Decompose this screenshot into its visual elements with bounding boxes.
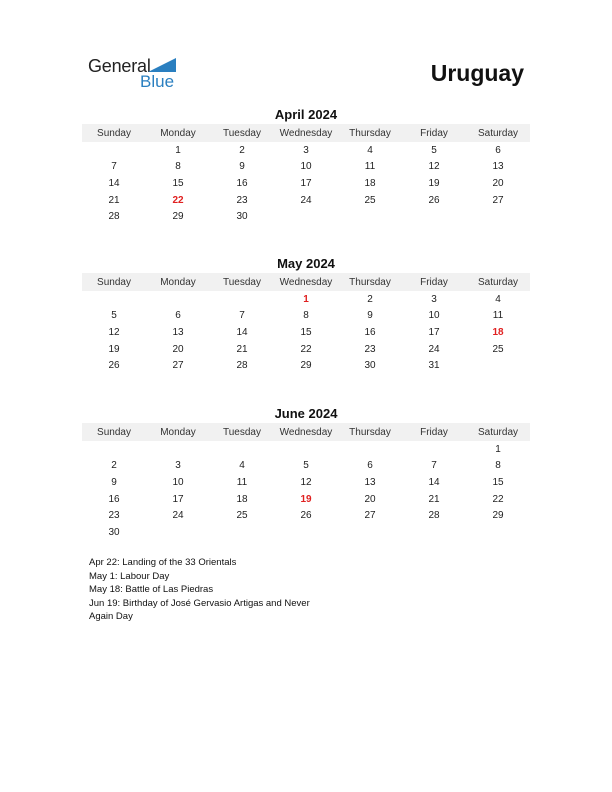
day-cell: 30	[364, 360, 376, 372]
holiday-note: May 18: Battle of Las Piedras	[89, 584, 214, 595]
week-row	[82, 474, 530, 491]
day-cell: 13	[364, 476, 376, 488]
week-row	[82, 441, 530, 458]
week-row	[82, 159, 530, 176]
weekday-label: Wednesday	[279, 127, 333, 139]
day-cell: 22	[492, 493, 504, 505]
day-cell: 10	[428, 310, 440, 322]
day-cell: 9	[111, 476, 117, 488]
weekday-label: Sunday	[97, 276, 131, 288]
month-title: April 2024	[274, 107, 338, 122]
weekday-label: Tuesday	[223, 426, 261, 438]
weekday-label: Monday	[160, 127, 196, 139]
day-cell: 12	[108, 326, 120, 338]
day-cell: 15	[300, 326, 312, 338]
day-cell: 4	[495, 293, 501, 305]
weekday-label: Thursday	[349, 426, 391, 438]
weekday-label: Wednesday	[279, 276, 333, 288]
week-row	[82, 192, 530, 209]
day-cell: 29	[492, 510, 504, 522]
month-april	[82, 107, 530, 225]
day-cell: 12	[428, 161, 440, 173]
day-cell: 31	[428, 360, 440, 372]
week-row	[82, 291, 530, 308]
weekday-label: Tuesday	[223, 276, 261, 288]
day-cell: 18	[364, 177, 376, 189]
day-cell: 8	[303, 310, 309, 322]
holiday-date: 1	[303, 293, 309, 305]
day-cell: 13	[492, 161, 504, 173]
day-cell: 8	[495, 460, 501, 472]
day-cell: 5	[431, 144, 437, 156]
weekday-label: Saturday	[477, 127, 519, 139]
day-cell: 26	[428, 194, 440, 206]
day-cell: 15	[492, 476, 504, 488]
day-cell: 7	[431, 460, 437, 472]
day-cell: 5	[111, 310, 117, 322]
day-cell: 17	[172, 493, 184, 505]
day-cell: 6	[175, 310, 181, 322]
logo-text-blue: Blue	[140, 72, 175, 91]
day-cell: 19	[108, 343, 120, 355]
day-cell: 23	[236, 194, 248, 206]
day-cell: 1	[495, 443, 501, 455]
weekday-label: Monday	[160, 426, 196, 438]
day-cell: 27	[364, 510, 376, 522]
day-cell: 17	[300, 177, 312, 189]
day-cell: 18	[236, 493, 248, 505]
day-cell: 28	[236, 360, 248, 372]
day-cell: 30	[108, 526, 120, 538]
day-cell: 22	[300, 343, 312, 355]
holiday-date: 22	[172, 194, 184, 206]
week-row	[82, 142, 530, 159]
day-cell: 30	[236, 211, 248, 223]
day-cell: 10	[300, 161, 312, 173]
country-title: Uruguay	[430, 60, 524, 86]
day-cell: 6	[367, 460, 373, 472]
holiday-notes	[89, 556, 339, 624]
day-cell: 4	[367, 144, 373, 156]
week-row	[82, 208, 530, 225]
weekday-label: Thursday	[349, 276, 391, 288]
day-cell: 7	[239, 310, 245, 322]
holiday-date: 19	[300, 493, 312, 505]
day-cell: 20	[364, 493, 376, 505]
day-cell: 17	[428, 326, 440, 338]
day-cell: 25	[236, 510, 248, 522]
weekday-header	[82, 423, 530, 441]
holiday-note: May 1: Labour Day	[89, 570, 170, 582]
day-cell: 24	[172, 510, 184, 522]
day-cell: 16	[108, 493, 120, 505]
day-cell: 12	[300, 476, 312, 488]
day-cell: 25	[364, 194, 376, 206]
day-cell: 21	[108, 194, 120, 206]
day-cell: 23	[108, 510, 120, 522]
week-row	[82, 324, 530, 341]
holiday-date: 18	[492, 326, 504, 338]
day-cell: 6	[495, 144, 501, 156]
day-cell: 21	[428, 493, 440, 505]
generalblue-logo	[88, 56, 188, 92]
logo-triangle-icon	[148, 58, 176, 72]
day-cell: 24	[428, 343, 440, 355]
day-cell: 3	[431, 293, 437, 305]
month-may	[82, 256, 530, 374]
day-cell: 8	[175, 161, 181, 173]
day-cell: 29	[172, 211, 184, 223]
weekday-label: Friday	[420, 426, 448, 438]
week-row	[82, 524, 530, 541]
day-cell: 11	[364, 161, 376, 173]
day-cell: 27	[492, 194, 504, 206]
day-cell: 14	[108, 177, 120, 189]
month-grid	[82, 291, 530, 374]
weekday-label: Friday	[420, 127, 448, 139]
day-cell: 2	[367, 293, 373, 305]
day-cell: 19	[428, 177, 440, 189]
day-cell: 21	[236, 343, 248, 355]
day-cell: 11	[492, 310, 504, 322]
month-grid	[82, 441, 530, 541]
week-row	[82, 491, 530, 508]
day-cell: 14	[428, 476, 440, 488]
week-row	[82, 175, 530, 192]
weekday-label: Saturday	[477, 276, 519, 288]
weekday-header	[82, 124, 530, 142]
day-cell: 3	[175, 460, 181, 472]
weekday-label: Friday	[420, 276, 448, 288]
logo-text-general: General	[88, 56, 151, 76]
holiday-note: Jun 19: Birthday of José Gervasio Artigas and Never	[89, 597, 310, 609]
day-cell: 26	[300, 510, 312, 522]
weekday-label: Tuesday	[223, 127, 261, 139]
week-row	[82, 458, 530, 475]
day-cell: 20	[492, 177, 504, 189]
day-cell: 25	[492, 343, 504, 355]
week-row	[82, 341, 530, 358]
day-cell: 29	[300, 360, 312, 372]
day-cell: 9	[239, 161, 245, 173]
month-june	[82, 406, 530, 541]
day-cell: 9	[367, 310, 373, 322]
weekday-label: Wednesday	[279, 426, 333, 438]
holiday-note: Again Day	[89, 611, 133, 622]
month-grid	[82, 142, 530, 225]
weekday-label: Sunday	[97, 426, 131, 438]
day-cell: 2	[111, 460, 117, 472]
weekday-header	[82, 273, 530, 291]
day-cell: 14	[236, 326, 248, 338]
day-cell: 2	[239, 144, 245, 156]
day-cell: 27	[172, 360, 184, 372]
day-cell: 1	[175, 144, 181, 156]
month-title: May 2024	[277, 256, 335, 271]
day-cell: 20	[172, 343, 184, 355]
day-cell: 16	[236, 177, 248, 189]
week-row	[82, 507, 530, 524]
weekday-label: Sunday	[97, 127, 131, 139]
week-row	[82, 308, 530, 325]
day-cell: 23	[364, 343, 376, 355]
day-cell: 5	[303, 460, 309, 472]
day-cell: 13	[172, 326, 184, 338]
day-cell: 16	[364, 326, 376, 338]
day-cell: 11	[236, 476, 248, 488]
day-cell: 28	[108, 211, 120, 223]
weekday-label: Thursday	[349, 127, 391, 139]
weekday-label: Monday	[160, 276, 196, 288]
holiday-note: Apr 22: Landing of the 33 Orientals	[89, 557, 237, 568]
day-cell: 26	[108, 360, 120, 372]
weekday-label: Saturday	[477, 426, 519, 438]
day-cell: 4	[239, 460, 245, 472]
day-cell: 24	[300, 194, 312, 206]
day-cell: 28	[428, 510, 440, 522]
week-row	[82, 357, 530, 374]
month-title: June 2024	[274, 406, 338, 421]
day-cell: 15	[172, 177, 184, 189]
day-cell: 3	[303, 144, 309, 156]
day-cell: 7	[111, 161, 117, 173]
day-cell: 10	[172, 476, 184, 488]
